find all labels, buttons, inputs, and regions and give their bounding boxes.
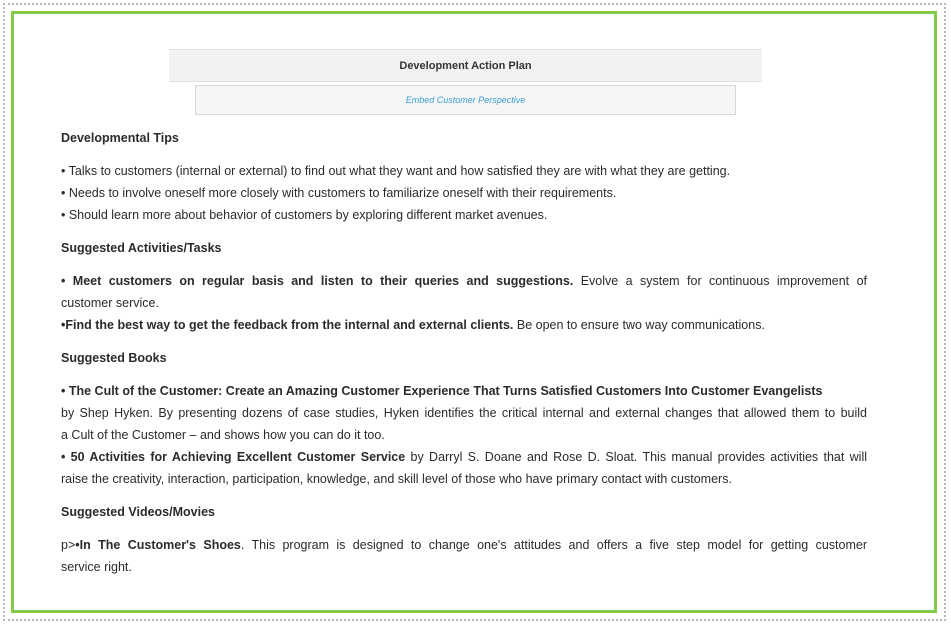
tip-item: • Should learn more about behavior of customers by exploring different market avenues. xyxy=(61,208,548,222)
video-item-text: . This program is designed to change one's attitudes and offers a five step model for getting customer xyxy=(240,538,868,552)
video-item-prefix: p> xyxy=(61,538,76,552)
developmental-tips-heading: Developmental Tips xyxy=(61,131,179,145)
plan-subtitle-box xyxy=(195,85,736,115)
book-item-bold: • 50 Activities for Achieving Excellent Customer Service xyxy=(61,450,406,464)
book-item-text: by Shep Hyken. By presenting dozens of case studies, Hyken identifies the critical internal and external changes that allowed them to build xyxy=(61,406,867,420)
video-item-bold: •In The Customer's Shoes xyxy=(75,538,241,552)
activity-item-text: Be open to ensure two way communications. xyxy=(513,318,765,332)
plan-content xyxy=(61,127,867,578)
video-item-text: service right. xyxy=(61,560,132,574)
tip-item: • Talks to customers (internal or external) to find out what they want and how satisfied they are with what they are getting. xyxy=(61,164,731,178)
activity-item xyxy=(61,270,867,292)
videos-heading: Suggested Videos/Movies xyxy=(61,505,215,519)
tip-item: • Needs to involve oneself more closely with customers to familiarize oneself with their requirements. xyxy=(61,186,617,200)
activity-item-continued: customer service. xyxy=(61,296,159,310)
plan-subtitle: Embed Customer Perspective xyxy=(405,95,526,105)
book-item xyxy=(61,446,867,468)
books-heading: Suggested Books xyxy=(61,351,167,365)
book-item-text: by Darryl S. Doane and Rose D. Sloat. This manual provides activities that will xyxy=(405,450,867,464)
video-item xyxy=(61,534,867,556)
activity-item-text: Evolve a system for continuous improvement of xyxy=(573,274,868,288)
activity-item-bold: • Meet customers on regular basis and listen to their queries and suggestions. xyxy=(61,274,574,288)
plan-title: Development Action Plan xyxy=(399,59,532,72)
plan-title-bar xyxy=(169,49,762,82)
activity-item-bold: •Find the best way to get the feedback from the internal and external clients. xyxy=(61,318,514,332)
book-item-text: raise the creativity, interaction, participation, knowledge, and skill level of those who have primary contact with customers. xyxy=(61,472,732,486)
activity-item xyxy=(61,314,867,336)
book-item-bold: • The Cult of the Customer: Create an Amazing Customer Experience That Turns Satisfied Customers Into Customer Evangelists xyxy=(61,384,823,398)
book-item-title xyxy=(61,380,867,402)
book-item-text: a Cult of the Customer – and shows how you can do it too. xyxy=(61,428,385,442)
activities-heading: Suggested Activities/Tasks xyxy=(61,241,222,255)
